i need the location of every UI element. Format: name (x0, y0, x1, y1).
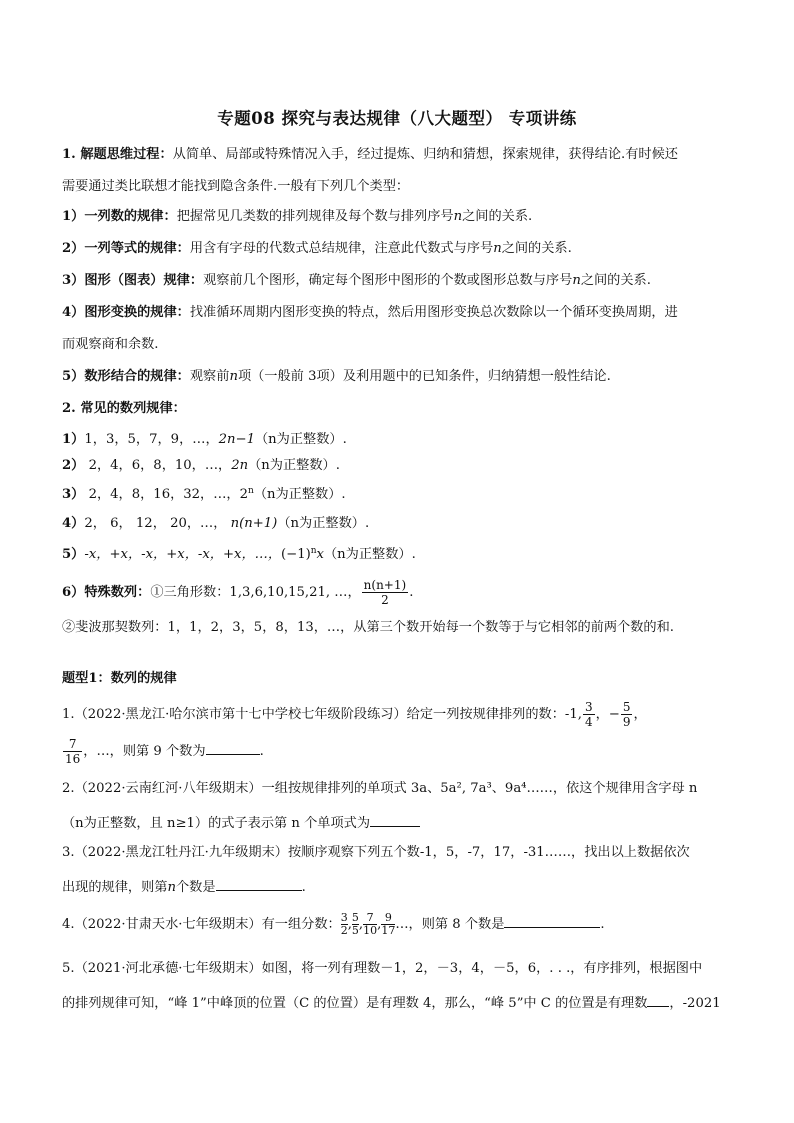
q1-answer-blank[interactable] (206, 740, 260, 755)
seq-1-tail: （n为正整数）. (254, 432, 347, 447)
q4-end: . (600, 917, 605, 932)
type-4-text-cont: 而观察商和余数. (62, 337, 159, 352)
type-5-text: 观察前 (189, 369, 230, 384)
type-2-text: 用含有字母的代数式总结规律，注意此代数式与序号 (189, 241, 494, 256)
seq-row-5 (62, 546, 754, 564)
q3-text-c: 个数是 (176, 880, 216, 895)
q4-f2-num: 5 (351, 911, 359, 924)
fibonacci-text: ②斐波那契数列：1，1，2，3，5，8，13，…，从第三个数开始每一个数等于与它相邻的前两个数的和. (62, 620, 674, 635)
seq-6-tail: . (409, 585, 414, 600)
type-1-tail: 之间的关系. (462, 209, 533, 224)
type-3-label: 3）图形（图表）规律： (62, 273, 204, 288)
type-3-tail: 之间的关系. (580, 273, 651, 288)
q1-line-2 (62, 737, 754, 766)
q4-f4-num: 9 (381, 912, 395, 925)
s2-heading (62, 400, 754, 418)
seq-3-num: 3） (62, 487, 85, 502)
q1-f3-num: 7 (63, 737, 82, 752)
seq-5-seq: -x，+x，-x，+x，-x，+x，…， (84, 547, 282, 562)
q1-f1-den: 4 (584, 715, 593, 729)
seq-4-seq: 2， 6， 12， 20，…， (84, 516, 231, 531)
q4-frac-2 (352, 912, 359, 937)
q2-line-1 (62, 780, 754, 798)
seq-1-seq: 1，3，5，7，9，…， (84, 432, 219, 447)
seq-3-seq: 2，4，8，16，32，…， (84, 487, 240, 502)
type-2-tail: 之间的关系. (501, 241, 572, 256)
triangular-num: n(n+1) (363, 578, 407, 592)
q1-frac-3 (63, 737, 82, 766)
q4-frac-4 (381, 912, 395, 937)
type-1-label: 1）一列数的规律： (62, 209, 177, 224)
q3-answer-blank[interactable] (216, 876, 302, 891)
seq-4-num: 4） (62, 516, 85, 531)
q2-text: 2.（2022·云南红河·八年级期末）一组按规律排列的单项式 3a、5a², 7a³、9a⁴……，依这个规律用含字母 n (62, 781, 698, 796)
seq-2-num: 2） (62, 458, 85, 473)
seq-4-tail: （n为正整数）. (277, 516, 370, 531)
seq-5-sup: n (310, 546, 317, 556)
q1-text-b: ，…，则第 9 个数为 (83, 744, 206, 759)
q3-end: . (301, 880, 306, 895)
q5-text-b: 的排列规律可知，“峰 1”中峰顶的位置（C 的位置）是有理数 4，那么，“峰 5”中 C 的位置是有理数 (62, 996, 648, 1011)
s1-line-2 (62, 178, 754, 196)
topic-1-label: 题型1：数列的规律 (62, 671, 177, 686)
type-3-var: n (572, 273, 581, 288)
seq-row-4 (62, 515, 754, 533)
type-3 (62, 272, 754, 290)
seq-1-expr: 2n−1 (218, 432, 255, 447)
q1-line-1: 1.（2022·黑龙江·哈尔滨市第十七中学校七年级阶段练习）给定一列按规律排列的数：-1, $\frac{3}{4}$ ，− $\frac{5}{9}$ ， (62, 700, 647, 729)
topic-1-heading (62, 670, 754, 688)
q3-text: 3.（2022·黑龙江牡丹江·九年级期末）按顺序观察下列五个数-1，5，-7，17，-31……，找出以上数据依次 (62, 845, 690, 860)
type-5-tail: 项（一般前 3项）及利用题中的已知条件，归纳猜想一般性结论. (237, 369, 611, 384)
q4-f3-num: 7 (363, 912, 377, 925)
seq-row-3 (62, 486, 754, 504)
type-5 (62, 368, 754, 386)
seq-5-expr2: x (316, 547, 324, 562)
type-1-text: 把握常见几类数的排列规律及每个数与排列序号 (176, 209, 454, 224)
seq-row-2 (62, 457, 754, 475)
q2-answer-blank[interactable] (370, 812, 420, 827)
q5-answer-blank[interactable] (647, 992, 669, 1007)
triangular-den: 2 (381, 593, 389, 607)
q4-f2-den: 5 (351, 924, 359, 937)
q1-f1-num: 3 (584, 700, 593, 714)
seq-6-text: ①三角形数：1,3,6,10,15,21, …， (150, 585, 361, 600)
q4-f1-den: 2 (340, 924, 348, 937)
s1-text-b: 需要通过类比联想才能找到隐含条件.一般有下列几个类型： (62, 179, 410, 194)
q3-line-1 (62, 844, 754, 862)
seq-5-expr: (−1) (281, 547, 311, 562)
q4-text-b: …，则第 8 个数是 (395, 917, 505, 932)
type-2-label: 2）一列等式的规律： (62, 241, 190, 256)
q4-f3-den: 10 (363, 924, 378, 937)
page-title: 专题08 探究与表达规律（八大题型） 专项讲练 (217, 109, 577, 128)
seq-3-tail: （n为正整数）. (253, 487, 346, 502)
q4-answer-blank[interactable] (504, 913, 600, 928)
type-3-text: 观察前几个图形，确定每个图形中图形的个数或图形总数与序号 (203, 273, 573, 288)
s1-text-a: 从简单、局部或特殊情况入手，经过提炼、归纳和猜想，探索规律，获得结论.有时候还 (172, 147, 678, 162)
type-2 (62, 240, 754, 258)
q3-line-2 (62, 876, 754, 897)
seq-1-num: 1） (62, 432, 85, 447)
seq-4-expr: n(n+1) (230, 516, 278, 531)
type-1-var: n (453, 209, 463, 224)
q2-line-2 (62, 812, 754, 833)
q2-text-b: （n为正整数，且 n≥1）的式子表示第 n 个单项式为 (62, 816, 371, 831)
q5-line-2 (62, 992, 754, 1013)
type-1 (62, 208, 754, 226)
type-2-var: n (493, 241, 502, 256)
q1-frac-1 (583, 700, 595, 729)
seq-2-tail: （n为正整数）. (248, 458, 340, 473)
q4-frac-1 (341, 912, 348, 937)
type-4-label: 4）图形变换的规律： (62, 305, 190, 320)
q1-end: . (259, 744, 264, 759)
s1-line-1 (62, 146, 754, 164)
seq-6-label: 6）特殊数列： (62, 585, 151, 600)
q4-f4-den: 17 (381, 924, 396, 937)
type-4-cont (62, 336, 754, 354)
type-5-label: 5）数形结合的规律： (62, 369, 190, 384)
seq-2-seq: 2，4，6，8，10，…， (84, 458, 232, 473)
q4-frac-3 (363, 912, 377, 937)
q5-text-c: ，-2021 (669, 996, 721, 1011)
type-4-text: 找准循环周期内图形变换的特点，然后用图形变换总次数除以一个循环变换周期，进 (189, 305, 678, 320)
s2-label: 2. 常见的数列规律： (62, 401, 186, 416)
q4-text: 4.（2022·甘肃天水·七年级期末）有一组分数： (62, 917, 341, 932)
s1-label: 1. 解题思维过程： (62, 147, 173, 162)
triangular-fraction (362, 578, 409, 607)
type-5-var: n (229, 369, 238, 384)
seq-5-tail: （n为正整数）. (323, 547, 416, 562)
q3-var: n (167, 880, 176, 895)
q1-f2-num: 5 (622, 700, 631, 714)
seq-3-sup: n (248, 486, 254, 496)
seq-2-expr: 2n (231, 458, 249, 473)
seq-row-1 (62, 431, 754, 449)
q1-frac-2 (621, 700, 633, 729)
type-4 (62, 304, 754, 322)
seq-5-num: 5） (62, 547, 85, 562)
seq-row-6 (62, 578, 754, 607)
q3-text-b: 出现的规律，则第 (62, 880, 168, 895)
q1-f3-den: 16 (65, 752, 81, 766)
seq-row-7 (62, 619, 754, 637)
q5-text: 5.（2021·河北承德·七年级期末）如图，将一列有理数－1，2，－3，4，－5，6，. . .，有序排列，根据图中 (62, 961, 703, 976)
q5-line-1 (62, 960, 754, 978)
q4-f1-num: 3 (340, 911, 348, 924)
q1-f2-den: 9 (622, 715, 631, 729)
q1-text: 1.（2022·黑龙江·哈尔滨市第十七中学校七年级阶段练习）给定一列按规律排列的数：-1, (62, 707, 582, 722)
seq-3-expr: 2 (239, 487, 249, 502)
q4-line: 4.（2022·甘肃天水·七年级期末）有一组分数： $\frac{3}{2}$, $\frac{5}{5}$, $\frac{7}{10}$, $\frac{9}{17}\dots$，则第 8 个数是 . (62, 911, 605, 937)
